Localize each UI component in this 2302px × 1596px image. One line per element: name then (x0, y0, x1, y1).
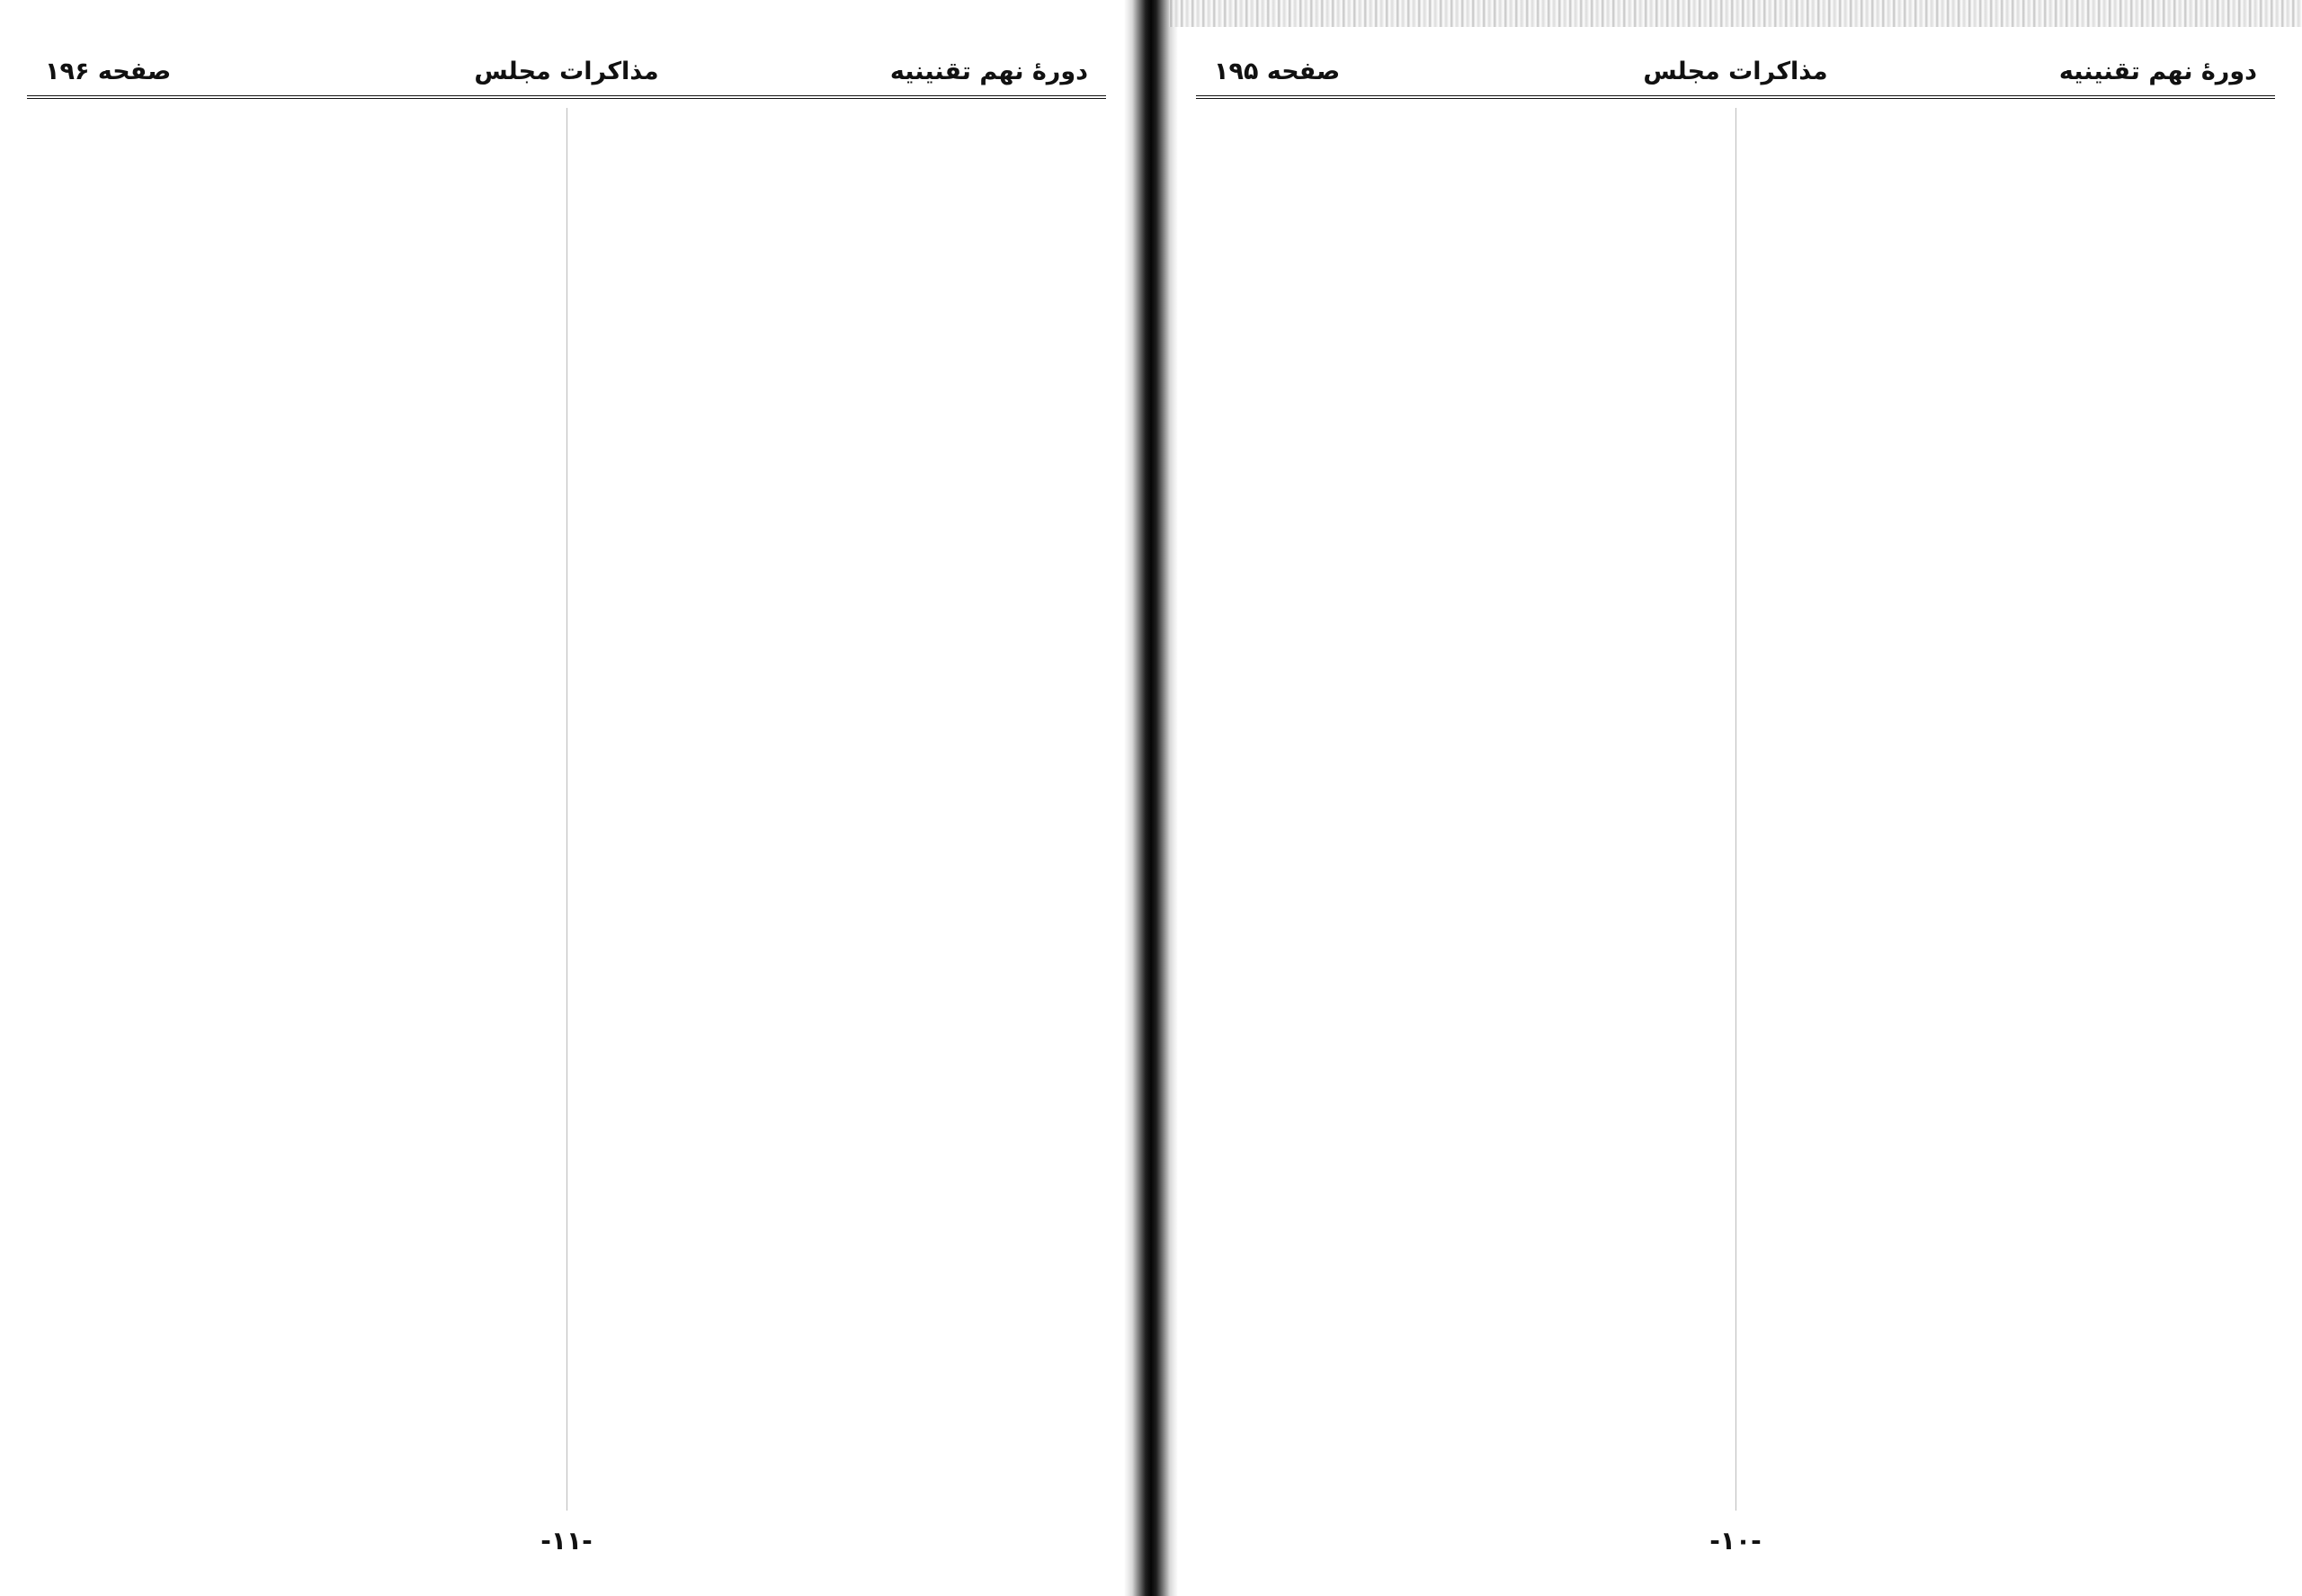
session-label: دورهٔ نهم تقنینیه (2058, 58, 2257, 85)
session-label: دورهٔ نهم تقنینیه (889, 58, 1088, 85)
book-gutter (1124, 0, 1178, 1596)
page-label: صفحه ۱۹۶ (45, 58, 172, 85)
scan-noise (1169, 0, 2302, 27)
journal-title: مذاکرات مجلس (1643, 58, 1828, 85)
page-header (27, 52, 1106, 99)
text-column-left (27, 108, 531, 1511)
page-number: -۱۰- (1709, 1526, 1762, 1556)
journal-title: مذاکرات مجلس (474, 58, 659, 85)
text-column-left (1196, 108, 1700, 1511)
page-label: صفحه ۱۹۵ (1214, 58, 1341, 85)
right-page (1196, 36, 2275, 1565)
text-column-right (602, 108, 1106, 1511)
text-column-right (1771, 108, 2275, 1511)
column-divider (1735, 108, 1736, 1511)
left-page (27, 36, 1106, 1565)
page-number: -۱۱- (540, 1526, 593, 1556)
page-header (1196, 52, 2275, 99)
